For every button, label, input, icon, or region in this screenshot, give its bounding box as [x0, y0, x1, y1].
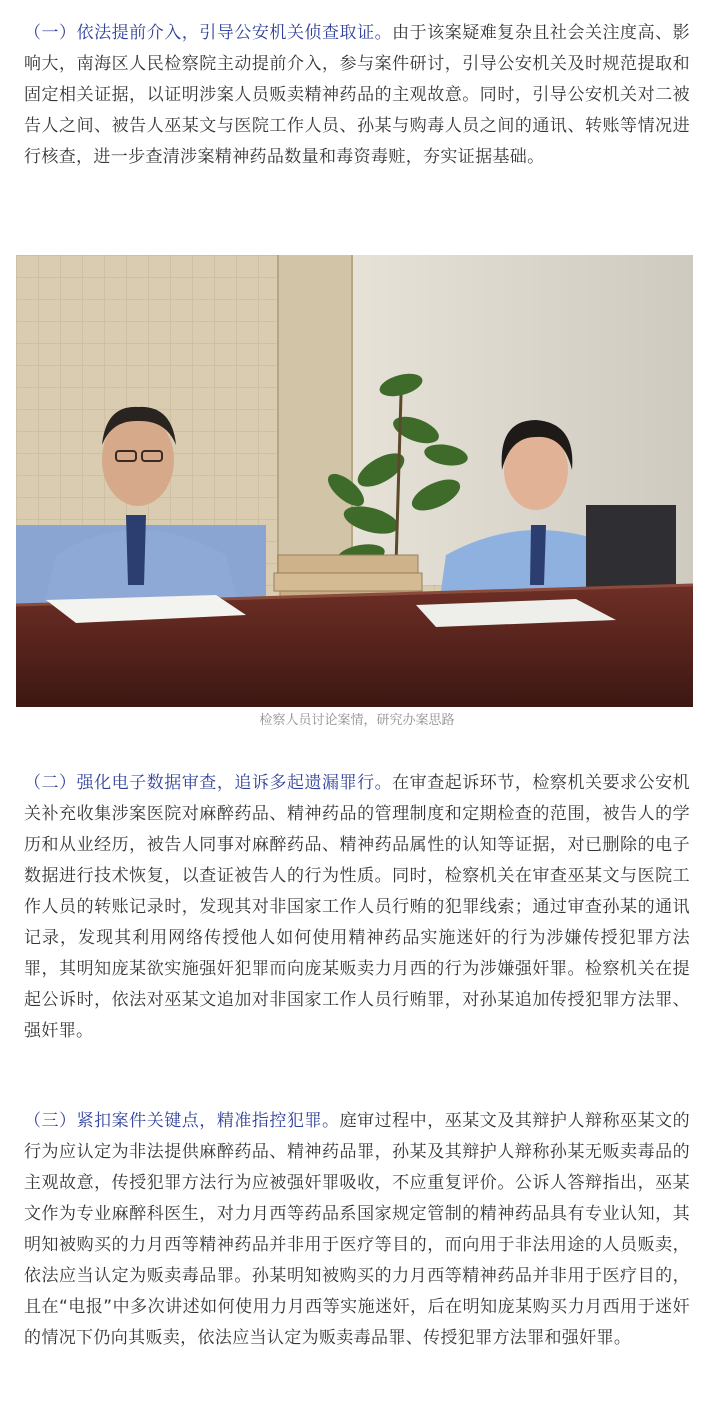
- section-1-paragraph: [24, 18, 690, 173]
- section-3-heading: （三）紧扣案件关键点，精准指控犯罪。: [24, 1111, 340, 1131]
- section-1-heading: （一）依法提前介入，引导公安机关侦查取证。: [24, 23, 393, 43]
- section-1-body: 由于该案疑难复杂且社会关注度高、影响大，南海区人民检察院主动提前介入，参与案件研讨，引导公安机关及时规范提取和固定相关证据，以证明涉案人员贩卖精神药品的主观故意。同时，引导公安机关对二被告人之间、被告人巫某文与医院工作人员、孙某与购毒人员之间的通讯、转账等情况进行核查，进一步查清涉案精神药品数量和毒资毒赃，夯实证据基础。: [24, 23, 690, 167]
- photo-caption: 检察人员讨论案情，研究办案思路: [259, 713, 455, 728]
- section-3-paragraph: [24, 1106, 690, 1354]
- section-2-body: 在审查起诉环节，检察机关要求公安机关补充收集涉案医院对麻醉药品、精神药品的管理制度和定期检查的范围，被告人的学历和从业经历，被告人同事对麻醉药品、精神药品属性的认知等证据，对已删除的电子数据进行技术恢复，以查证被告人的行为性质。同时，检察机关在审查巫某文与医院工作人员的转账记录时，发现其对非国家工作人员行贿的犯罪线索；通过审查孙某的通讯记录，发现其利用网络传授他人如何使用精神药品实施迷奸的行为涉嫌传授犯罪方法罪，其明知庞某欲实施强奸犯罪而向庞某贩卖力月西的行为涉嫌强奸罪。检察机关在提起公诉时，依法对巫某文追加对非国家工作人员行贿罪，对孙某追加传授犯罪方法罪、强奸罪。: [24, 773, 690, 1041]
- section-2-heading: （二）强化电子数据审查，追诉多起遗漏罪行。: [24, 773, 393, 793]
- section-3-body: 庭审过程中，巫某文及其辩护人辩称巫某文的行为应认定为非法提供麻醉药品、精神药品罪，孙某及其辩护人辩称孙某无贩卖毒品的主观故意，传授犯罪方法行为应被强奸罪吸收，不应重复评价。公诉人答辩指出，巫某文作为专业麻醉科医生，对力月西等药品系国家规定管制的精神药品具有专业认知，其明知被购买的力月西等精神药品并非用于医疗等目的，而向用于非法用途的人员贩卖，依法应当认定为贩卖毒品罪。孙某明知被购买的力月西等精神药品并非用于医疗目的，且在“电报”中多次讲述如何使用力月西等实施迷奸，后在明知庞某购买力月西用于迷奸的情况下仍向其贩卖，依法应当认定为贩卖毒品罪、传授犯罪方法罪和强奸罪。: [24, 1111, 690, 1348]
- meeting-photo: [16, 255, 693, 707]
- section-2-paragraph: [24, 768, 690, 1047]
